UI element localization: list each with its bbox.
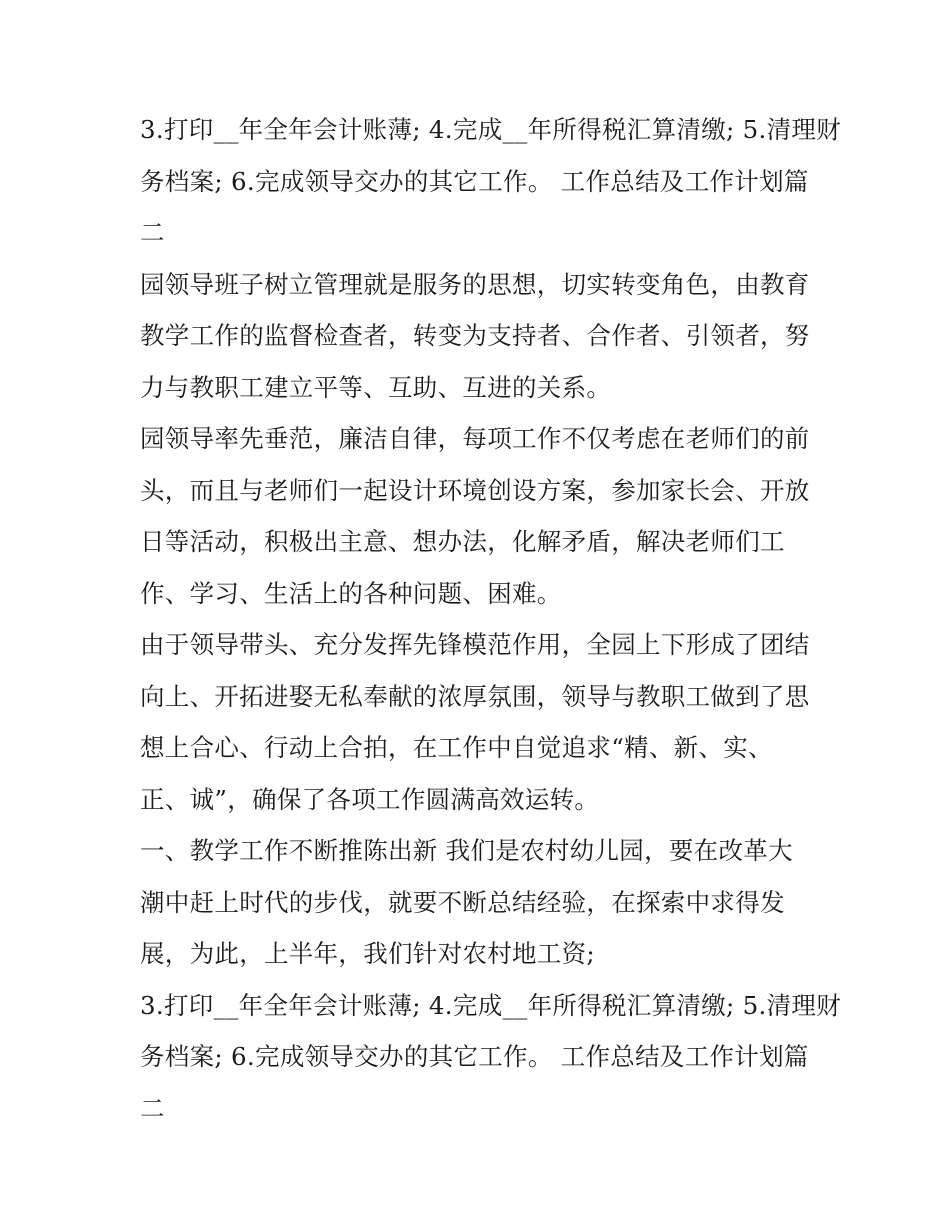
paragraph-line: 正、诚”，确保了各项工作圆满高效运转。 <box>140 784 600 814</box>
paragraph-3 <box>140 413 820 619</box>
paragraph-line: 一、教学工作不断推陈出新 我们是农村幼儿园，要在改革大 <box>140 836 793 865</box>
document-body <box>140 104 842 1134</box>
paragraph-line: 头，而且与老师们一起设计环境创设方案，参加家长会、开放 <box>140 475 810 505</box>
paragraph-line: 园领导率先垂范，廉洁自律，每项工作不仅考虑在老师们的前 <box>140 424 810 453</box>
paragraph-line: 作、学习、生活上的各种问题、困难。 <box>140 578 562 608</box>
paragraph-line: 二 <box>140 218 165 247</box>
paragraph-line: 想上合心、行动上合拍，在工作中自觉追求“精、新、实、 <box>140 733 773 762</box>
paragraph-line: 潮中赶上时代的步伐，就要不断总结经验，在探索中求得发 <box>140 887 785 917</box>
paragraph-line: 向上、开拓进娶无私奉献的浓厚氛围，领导与教职工做到了思 <box>140 681 810 711</box>
paragraph-6 <box>140 980 842 1135</box>
paragraph-line: 由于领导带头、充分发挥先锋模范作用，全园上下形成了团结 <box>140 630 810 659</box>
paragraph-line: 园领导班子树立管理就是服务的思想，切实转变角色，由教育 <box>140 269 810 299</box>
paragraph-4 <box>140 619 820 825</box>
paragraph-2 <box>140 259 820 414</box>
paragraph-5 <box>140 825 820 980</box>
paragraph-line: 教学工作的监督检查者，转变为支持者、合作者、引领者，努 <box>140 321 810 350</box>
paragraph-line: 力与教职工建立平等、互助、互进的关系。 <box>140 372 612 402</box>
paragraph-line: 务档案; 6.完成领导交办的其它工作。 工作总结及工作计划篇 <box>140 1042 809 1071</box>
paragraph-line: 二 <box>140 1093 165 1123</box>
paragraph-line: 务档案; 6.完成领导交办的其它工作。 工作总结及工作计划篇 <box>140 166 809 196</box>
paragraph-line: 3.打印__年全年会计账薄; 4.完成__年所得税汇算清缴; 5.清理财 <box>140 990 842 1020</box>
paragraph-line: 3.打印__年全年会计账薄; 4.完成__年所得税汇算清缴; 5.清理财 <box>140 115 842 144</box>
paragraph-line: 日等活动，积极出主意、想办法，化解矛盾，解决老师们工 <box>140 527 785 556</box>
paragraph-line: 展，为此，上半年，我们针对农村地工资; <box>140 939 595 968</box>
paragraph-1 <box>140 104 842 259</box>
